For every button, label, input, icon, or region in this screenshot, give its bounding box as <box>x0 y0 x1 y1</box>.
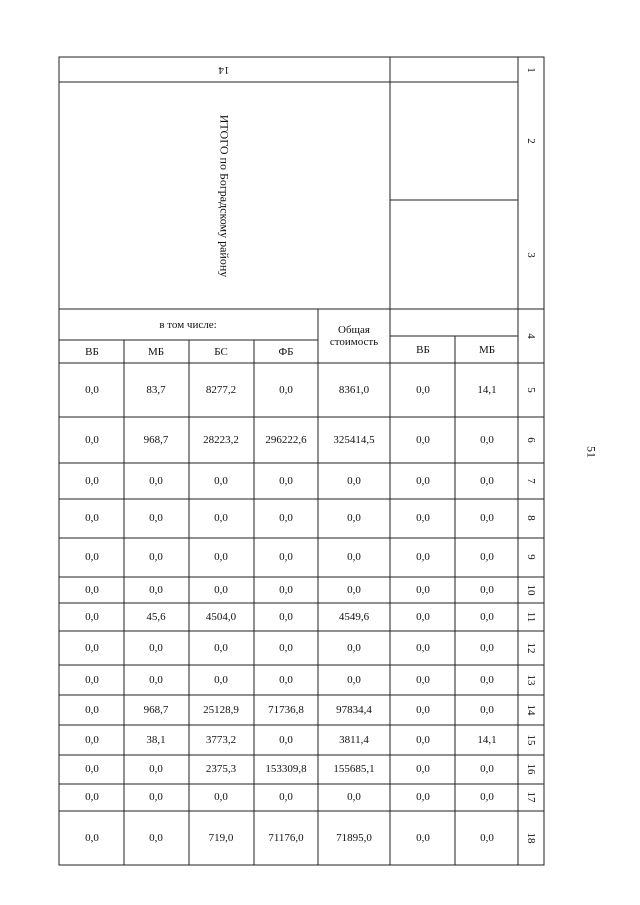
cell-fb: 71736,8 <box>268 703 304 716</box>
header-mb: МБ <box>147 345 165 358</box>
cell-bs: 8277,2 <box>205 383 237 396</box>
cell-fb: 0,0 <box>279 511 293 524</box>
cell-mb: 0,0 <box>149 641 163 654</box>
cell-vb: 0,0 <box>85 762 99 775</box>
cell-mb-2: 0,0 <box>480 433 494 446</box>
cell-total: 0,0 <box>347 641 361 654</box>
cell-mb-2: 0,0 <box>480 762 494 775</box>
cell-vb: 0,0 <box>85 733 99 746</box>
cell-fb: 0,0 <box>279 673 293 686</box>
cell-bs: 2375,3 <box>205 762 237 775</box>
cell-total: 3811,4 <box>339 733 369 746</box>
cell-vb: 0,0 <box>85 790 99 803</box>
cell-vb-2: 0,0 <box>416 583 430 596</box>
cell-total: 8361,0 <box>338 383 370 396</box>
cell-vb-2: 0,0 <box>416 511 430 524</box>
cell-mb-2: 0,0 <box>480 641 494 654</box>
cell-bs: 0,0 <box>214 790 228 803</box>
cell-vb-2: 0,0 <box>416 641 430 654</box>
column-number: 18 <box>525 832 537 844</box>
header-in-that-number: в том числе: <box>159 318 217 331</box>
cell-vb-2: 0,0 <box>416 762 430 775</box>
header-mb-2: МБ <box>478 343 496 356</box>
cell-total: 0,0 <box>347 474 361 487</box>
cell-vb-2: 0,0 <box>416 383 430 396</box>
column-number: 7 <box>525 478 537 484</box>
cell-mb-2: 0,0 <box>480 610 494 623</box>
cell-total: 0,0 <box>347 790 361 803</box>
cell-bs: 4504,0 <box>205 610 237 623</box>
cell-vb-2: 0,0 <box>416 733 430 746</box>
cell-mb: 45,6 <box>146 610 166 623</box>
cell-mb-2: 0,0 <box>480 673 494 686</box>
cell-mb: 0,0 <box>149 583 163 596</box>
cell-vb: 0,0 <box>85 703 99 716</box>
cell-bs: 28223,2 <box>203 433 239 446</box>
cell-total: 0,0 <box>347 673 361 686</box>
cell-mb-2: 0,0 <box>480 790 494 803</box>
column-number: 8 <box>525 515 537 521</box>
column-number: 9 <box>525 554 537 560</box>
cell-total: 0,0 <box>347 583 361 596</box>
cell-mb: 0,0 <box>149 790 163 803</box>
cell-fb: 0,0 <box>279 641 293 654</box>
cell-mb: 0,0 <box>149 550 163 563</box>
column-number: 5 <box>525 387 537 393</box>
section-title: ИТОГО по Боградскому району <box>217 114 232 278</box>
cell-vb-2: 0,0 <box>416 433 430 446</box>
cell-vb: 0,0 <box>85 383 99 396</box>
cell-mb: 0,0 <box>149 762 163 775</box>
cell-mb: 0,0 <box>149 511 163 524</box>
column-number: 15 <box>525 734 537 746</box>
cell-mb: 0,0 <box>149 831 163 844</box>
header-fb: ФБ <box>278 345 294 358</box>
header-total-cost: Общая стоимость <box>329 323 379 348</box>
cell-mb: 968,7 <box>143 703 169 716</box>
cell-fb: 0,0 <box>279 550 293 563</box>
column-number: 13 <box>525 674 537 686</box>
cell-mb-2: 14,1 <box>477 383 497 396</box>
cell-vb: 0,0 <box>85 474 99 487</box>
cell-mb-2: 0,0 <box>480 831 494 844</box>
column-number: 11 <box>525 611 537 623</box>
cell-vb: 0,0 <box>85 511 99 524</box>
column-number: 6 <box>525 437 537 443</box>
cell-bs: 0,0 <box>214 550 228 563</box>
cell-fb: 153309,8 <box>265 762 307 775</box>
cell-vb-2: 0,0 <box>416 550 430 563</box>
cell-total: 0,0 <box>347 550 361 563</box>
column-number: 4 <box>525 333 537 339</box>
cell-vb-2: 0,0 <box>416 673 430 686</box>
cell-total: 155685,1 <box>333 762 375 775</box>
cell-fb: 0,0 <box>279 610 293 623</box>
page-number: 51 <box>584 446 599 458</box>
cell-vb-2: 0,0 <box>416 610 430 623</box>
cell-vb-2: 0,0 <box>416 831 430 844</box>
header-vb: ВБ <box>85 345 99 358</box>
cell-mb-2: 0,0 <box>480 511 494 524</box>
cell-mb: 38,1 <box>146 733 166 746</box>
column-number: 2 <box>525 138 537 144</box>
cell-bs: 3773,2 <box>205 733 237 746</box>
section-number: 14 <box>218 64 230 77</box>
cell-vb: 0,0 <box>85 583 99 596</box>
header-bs: БС <box>214 345 228 358</box>
cell-bs: 0,0 <box>214 474 228 487</box>
cell-vb: 0,0 <box>85 610 99 623</box>
cell-fb: 71176,0 <box>268 831 304 844</box>
cell-total: 4549,6 <box>338 610 370 623</box>
cell-fb: 0,0 <box>279 474 293 487</box>
cell-total: 325414,5 <box>333 433 375 446</box>
column-number: 1 <box>525 67 537 73</box>
cell-vb: 0,0 <box>85 673 99 686</box>
column-number: 17 <box>525 791 537 803</box>
cell-vb-2: 0,0 <box>416 703 430 716</box>
cell-mb: 968,7 <box>143 433 169 446</box>
cell-mb-2: 0,0 <box>480 583 494 596</box>
cell-bs: 0,0 <box>214 511 228 524</box>
cell-mb-2: 0,0 <box>480 550 494 563</box>
cell-bs: 25128,9 <box>203 703 239 716</box>
cell-mb-2: 0,0 <box>480 703 494 716</box>
cell-mb: 83,7 <box>146 383 166 396</box>
cell-mb-2: 0,0 <box>480 474 494 487</box>
cell-fb: 296222,6 <box>265 433 307 446</box>
column-number: 10 <box>525 584 537 596</box>
column-number: 3 <box>525 252 537 258</box>
cell-total: 0,0 <box>347 511 361 524</box>
cell-vb-2: 0,0 <box>416 474 430 487</box>
cell-total: 97834,4 <box>336 703 372 716</box>
cell-vb: 0,0 <box>85 550 99 563</box>
cell-mb-2: 14,1 <box>477 733 497 746</box>
cell-vb-2: 0,0 <box>416 790 430 803</box>
cell-fb: 0,0 <box>279 790 293 803</box>
cell-mb: 0,0 <box>149 474 163 487</box>
cell-mb: 0,0 <box>149 673 163 686</box>
cell-total: 71895,0 <box>336 831 372 844</box>
cell-vb: 0,0 <box>85 641 99 654</box>
cell-vb: 0,0 <box>85 831 99 844</box>
cell-fb: 0,0 <box>279 383 293 396</box>
cell-vb: 0,0 <box>85 433 99 446</box>
column-number: 14 <box>525 704 537 716</box>
cell-fb: 0,0 <box>279 583 293 596</box>
cell-fb: 0,0 <box>279 733 293 746</box>
cell-bs: 719,0 <box>208 831 234 844</box>
column-number: 16 <box>525 763 537 775</box>
column-number: 12 <box>525 642 537 654</box>
header-vb-2: ВБ <box>416 343 430 356</box>
cell-bs: 0,0 <box>214 641 228 654</box>
cell-bs: 0,0 <box>214 583 228 596</box>
cell-bs: 0,0 <box>214 673 228 686</box>
